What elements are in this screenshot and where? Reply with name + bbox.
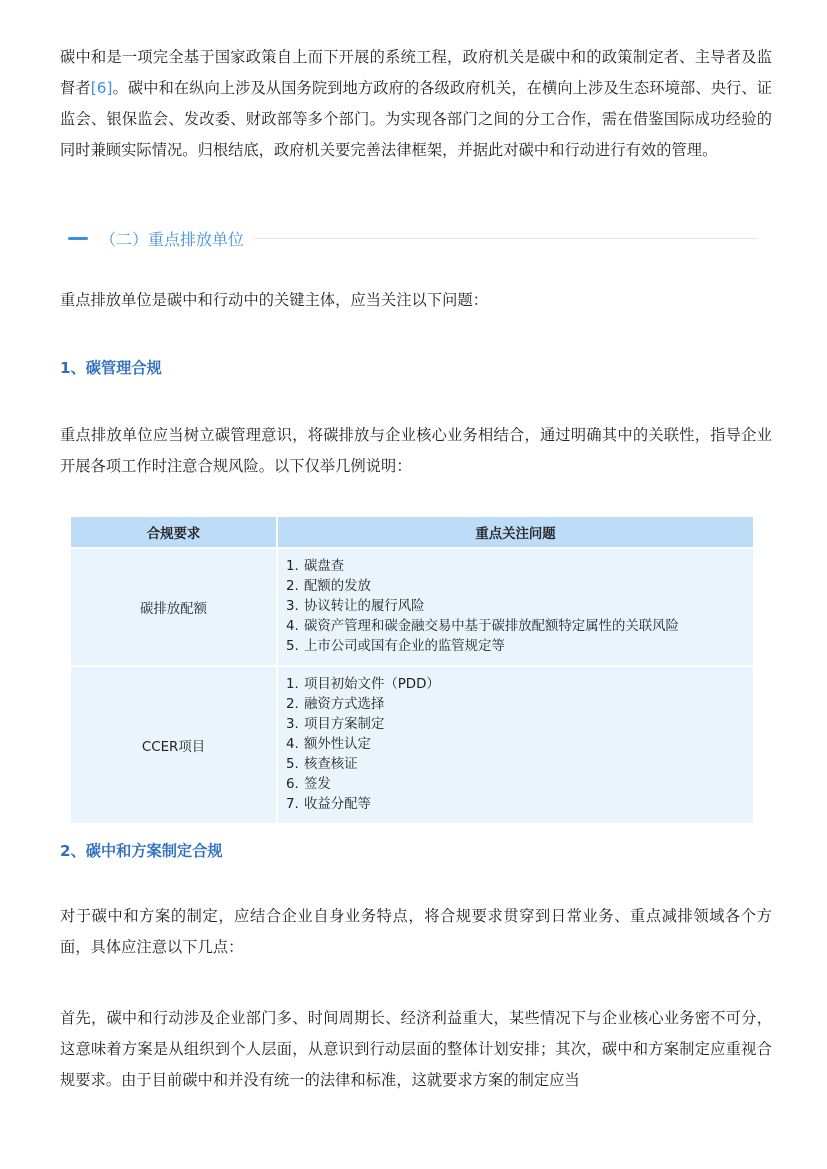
list-item: 6. 签发 xyxy=(286,777,331,792)
subheading-plan-compliance: 2、碳中和方案制定合规 xyxy=(60,842,223,860)
table-row xyxy=(71,549,753,665)
plan-paragraph-1: 对于碳中和方案的制定，应结合企业自身业务特点，将合规要求贯穿到日常业务、重点减排领域各个方面，具体应注意以下几点： xyxy=(60,907,772,956)
list-item: 4. 额外性认定 xyxy=(286,737,371,752)
heading-divider xyxy=(254,238,758,239)
section-lead: 重点排放单位是碳中和行动中的关键主体，应当关注以下问题： xyxy=(60,291,489,309)
intro-text: 碳中和是一项完全基于国家政策自上而下开展的系统工程，政府机关是碳中和的政策制定者、主导者及监督者 xyxy=(60,48,772,97)
citation-link[interactable]: [6] xyxy=(90,79,113,97)
intro-text-continued: 。碳中和在纵向上涉及从国务院到地方政府的各级政府机关，在横向上涉及生态环境部、央行、证监会、银保监会、发改委、财政部等多个部门。为实现各部门之间的分工合作，需在借鉴国际成功经验的同时兼顾实际情况。归根结底，政府机关要完善法律框架，并据此对碳中和行动进行有效的管理。 xyxy=(60,79,772,159)
list-item: 4. 碳资产管理和碳金融交易中基于碳排放配额特定属性的关联风险 xyxy=(286,619,679,634)
issues-list xyxy=(278,549,753,665)
list-item: 5. 核查核证 xyxy=(286,757,358,772)
intro-paragraph xyxy=(60,42,772,166)
subheading-carbon-management: 1、碳管理合规 xyxy=(60,359,162,377)
header-requirement: 合规要求 xyxy=(71,517,276,547)
requirement-cell: CCER项目 xyxy=(71,667,276,823)
heading-accent-bar xyxy=(68,237,88,240)
compliance-table xyxy=(69,515,755,825)
issues-list xyxy=(278,667,753,823)
table-header-row xyxy=(71,517,753,547)
list-item: 3. 协议转让的履行风险 xyxy=(286,599,425,614)
header-focus-issues: 重点关注问题 xyxy=(278,517,753,547)
table-row xyxy=(71,667,753,823)
list-item: 5. 上市公司或国有企业的监管规定等 xyxy=(286,639,505,654)
section-heading xyxy=(68,226,758,250)
list-item: 2. 配额的发放 xyxy=(286,579,371,594)
requirement-cell: 碳排放配额 xyxy=(71,549,276,665)
plan-paragraph-2: 首先，碳中和行动涉及企业部门多、时间周期长、经济利益重大，某些情况下与企业核心业务密不可分，这意味着方案是从组织到个人层面，从意识到行动层面的整体计划安排；其次，碳中和方案制定应重视合规要求。由于目前碳中和并没有统一的法律和标准，这就要求方案的制定应当 xyxy=(60,1009,772,1089)
list-item: 3. 项目方案制定 xyxy=(286,717,385,732)
list-item: 1. 碳盘查 xyxy=(286,559,345,574)
list-item: 2. 融资方式选择 xyxy=(286,697,385,712)
list-item: 7. 收益分配等 xyxy=(286,797,371,812)
section-title: （二）重点排放单位 xyxy=(100,229,245,249)
carbon-management-paragraph: 重点排放单位应当树立碳管理意识，将碳排放与企业核心业务相结合，通过明确其中的关联性，指导企业开展各项工作时注意合规风险。以下仅举几例说明： xyxy=(60,426,772,475)
list-item: 1. 项目初始文件（PDD） xyxy=(286,677,440,692)
issues-cell xyxy=(278,549,753,665)
issues-cell xyxy=(278,667,753,823)
